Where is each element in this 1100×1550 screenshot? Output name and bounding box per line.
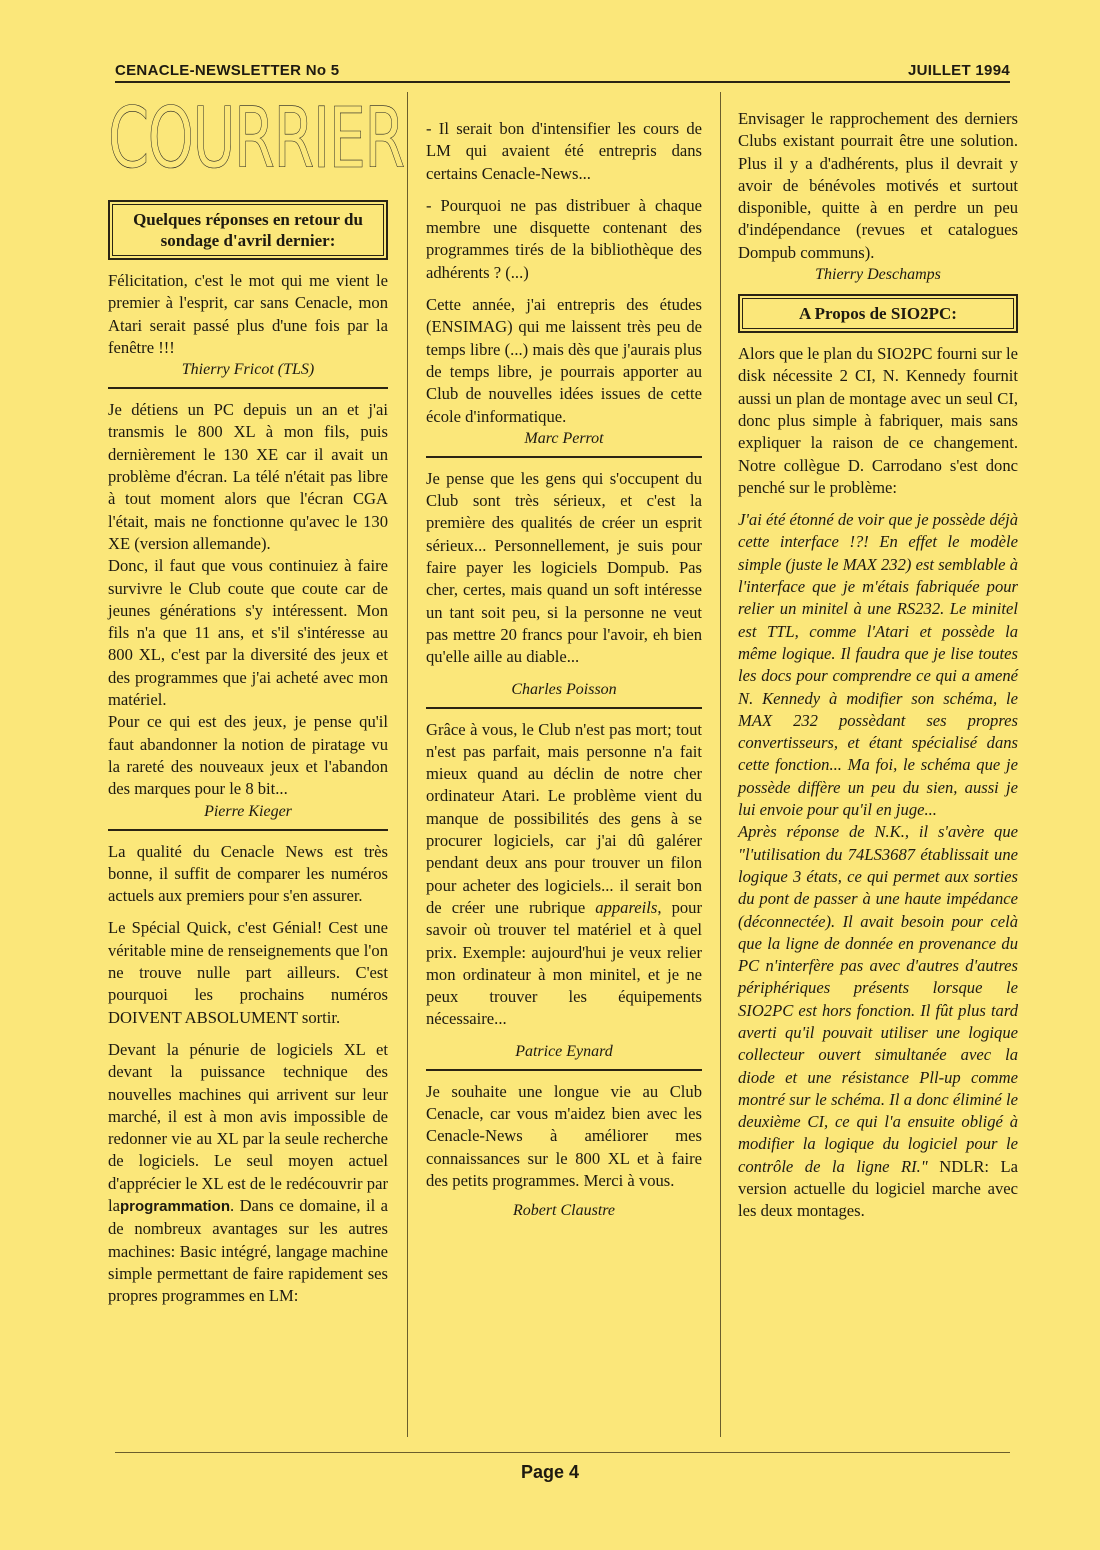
newsletter-name: CENACLE-NEWSLETTER No 5 [115, 62, 340, 79]
letter-text: Je pense que les gens qui s'occupent du Club sont très sérieux, et c'est la première des qualités de créer un esprit sérieux... Personnellement, je suis pour faire payer les logiciels Dompub. Pas cher, certes, mais quand un soft intéresse un tant soit peu, si la personne ne veut pas mettre 20 francs pour l'avoir, eh bien qu'elle aille au diable... [426, 468, 702, 667]
letter-text: Félicitation, c'est le mot qui me vient le premier à l'esprit, car sans Cenacle, mon Atari serait passé plus d'une fois par la fenêtre !!! [108, 271, 388, 357]
column-3 [738, 108, 1018, 1223]
letter-signature: Thierry Fricot (TLS) [181, 361, 315, 379]
article-quote: Après réponse de N.K., il s'avère que "l'utilisation du 74LS3687 établissait une logique 3 états, ce qui permet aux sorties du pont de passer à une haute impédance (déconnectée). Il avait besoin pour celà que la ligne de donnée en provenance du PC n'interfère pas avec d'autres d'autres périphériques présents lorsque le SIO2PC est hors fonction. Il fût plus tard averti qu'il pouvait utiliser une logique collecteur ouvert simultanée avec la diode et une résistance Pll-up comme montré sur le schéma. Il a donc éliminé le deuxième CI, ce qui l'a ensuite obligé à modifier la logique du logiciel pour le contrôle de la ligne RI." NDLR: La version actuelle du logiciel marche avec les deux montages. [738, 822, 1018, 1221]
divider [426, 707, 702, 709]
newsletter-header [115, 62, 1010, 83]
letter-text: Donc, il faut que vous continuiez à faire survivre le Club coute que coute car de jeunes générations s'y intéressent. Mon fils n'a que 11 ans, et s'il s'intéresse au 800 XL, c'est par la diversité des jeux et des programmes que j'ai acheté avec mon matériel. [108, 556, 388, 710]
letter-text: Envisager le rapprochement des derniers Clubs existant pourrait être une solution. Plus il y a d'adhérents, plus il devrait y avoir de bénévoles motivés et surtout disponible, quitte à en perdre un peu d'indépendance (revues et catalogues Dompub communs). [738, 109, 1018, 262]
section-heading-box [108, 200, 388, 260]
letter-text: Le Spécial Quick, c'est Génial! Cest une véritable mine de renseignements que l'on ne trouve nulle part ailleurs. C'est pourquoi les prochains numéros DOIVENT ABSOLUMENT sortir. [108, 918, 388, 1027]
section-heading-box [738, 294, 1018, 333]
article-quote: J'ai été étonné de voir que je possède déjà cette interface !?! En effet le modèle simple (juste le MAX 232) est semblable à l'interface que je m'étais fabriquée pour relier un minitel à une RS232. Le minitel est TTL, comme l'Atari et possède la même logique. Il faudra que je lise toutes les docs pour comprendre ce qui a amené N. Kennedy à modifier son schéma, le MAX 232 possèdant ses propres convertisseurs, et étant spécialisé dans cette fonction... Ma foi, le schéma que je possède diffère un peu du sien, aussi je lui envoie pour qu'il en juge... [738, 510, 1019, 820]
divider [426, 1069, 702, 1071]
page-title: COURRIER [108, 89, 404, 187]
article-text: Alors que le plan du SIO2PC fourni sur le disk nécessite 2 CI, N. Kennedy fournit aussi un plan de montage avec un seul CI, donc plus simple à fabriquer, mais sans expliquer la raison de ce changement. Notre collègue D. Carrodano s'est donc penché sur le problème: [738, 344, 1018, 497]
divider [108, 387, 388, 389]
page-number: Page 4 [520, 1462, 580, 1482]
letter-signature: Thierry Deschamps [815, 266, 941, 284]
letter-signature: Charles Poisson [511, 680, 617, 698]
letter-text: Devant la pénurie de logiciels XL et devant la puissance technique des nouvelles machines qui arrivent sur leur marché, il est à mon avis impossible de redonner vie au XL par la seule recherche de logiciels. Le seul moyen actuel d'apprécier le XL est de le redécouvrir par laprogrammation. Dans ce domaine, il a de nombreux avantages sur les autres machines: Basic intégré, langage machine simple permettant de faire rapidement ses propres programmes en LM: [108, 1039, 388, 1306]
column-2 [426, 108, 702, 1228]
letter-signature: Marc Perrot [524, 429, 604, 447]
letter-text: Je détiens un PC depuis un an et j'ai transmis le 800 XL à mon fils, puis dernièrement le 130 XE car il avait un problème d'écran. La télé n'était pas libre à tout moment alors que l'écran CGA l'était, mais ne fonctionne qu'avec le 130 XE (version allemande). [108, 400, 388, 553]
letter-text: Cette année, j'ai entrepris des études (ENSIMAG) qui me laissent très peu de temps libre (...) mais dès que j'aurais plus de temps libre, je pourrais apporter au Club de nouvelles idées issues de cette école d'informatique. [426, 295, 702, 426]
column-divider [407, 92, 408, 1437]
divider [108, 829, 388, 831]
footer-divider [115, 1452, 1010, 1453]
section-heading: A Propos de SIO2PC: [742, 298, 1014, 329]
letter-text: - Il serait bon d'intensifier les cours de LM qui avaient été entrepris dans certains Cenacle-News... [426, 119, 702, 183]
letter-text: Pour ce qui est des jeux, je pense qu'il faut abandonner la notion de piratage vu la rareté des nouveaux jeux et l'abandon des marques pour le 8 bit... [108, 712, 388, 799]
letter-signature: Patrice Eynard [515, 1042, 613, 1060]
column-divider [720, 92, 721, 1437]
letter-signature: Robert Claustre [512, 1202, 616, 1220]
letter-text: La qualité du Cenacle News est très bonne, il suffit de comparer les numéros actuels aux premiers pour s'en assurer. [108, 841, 388, 906]
issue-date: JUILLET 1994 [908, 62, 1010, 79]
letter-signature: Pierre Kieger [204, 802, 292, 820]
section-heading: Quelques réponses en retour du sondage d'avril dernier: [112, 204, 384, 256]
column-1 [108, 89, 404, 1307]
letter-text: - Pourquoi ne pas distribuer à chaque membre une disquette contenant des programmes tirés de la bibliothèque des adhérents ? (...) [426, 195, 702, 282]
divider [426, 456, 702, 458]
letter-text: Grâce à vous, le Club n'est pas mort; tout n'est pas parfait, mais personne n'a fait mieux quand au déclin de notre cher ordinateur Atari. Le problème vient du manque de possibilités des gens à se procurer logiciels, car j'ai dû galérer pendant deux ans pour trouver un filon pour acheter des logiciels... il serait bon de créer une rubrique appareils, pour savoir où trouver tel matériel et à quel prix. Exemple: aujourd'hui je veux relier mon ordinateur à mon minitel, et je ne peux trouver les équipements nécessaire... [426, 719, 702, 1029]
letter-text: Je souhaite une longue vie au Club Cenacle, car vous m'aidez bien avec les Cenacle-News à améliorer mes connaissances sur le 800 XL et à faire des petits programmes. Merci à vous. [426, 1081, 702, 1190]
